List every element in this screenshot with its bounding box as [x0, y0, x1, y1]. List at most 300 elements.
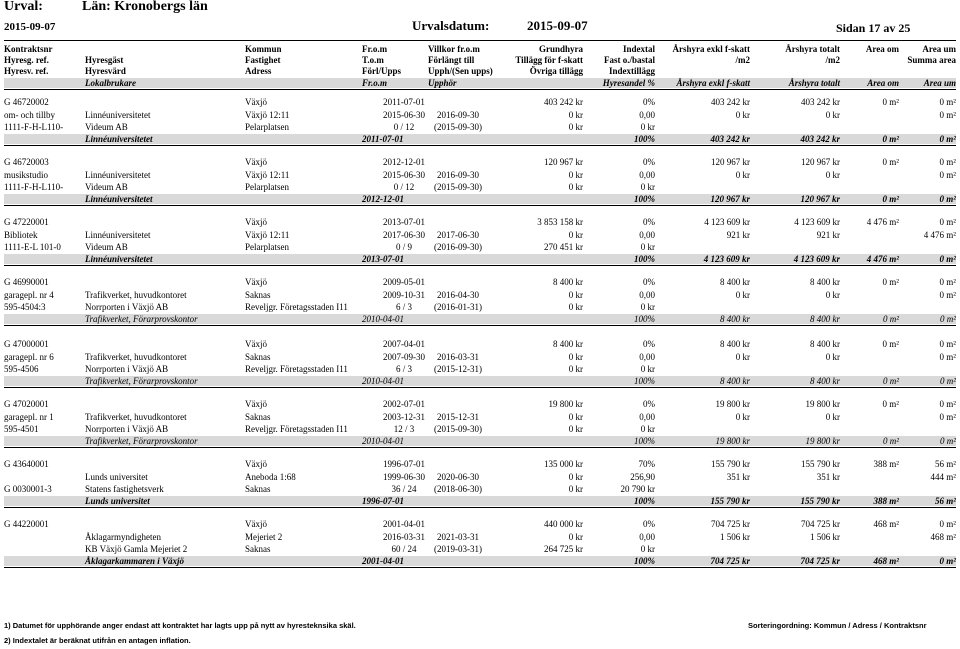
record-cell: 0 kr [568, 182, 583, 192]
record-cell: 270 451 kr [544, 242, 583, 252]
record-cell: G 47220001 [4, 217, 49, 227]
record-cell: G 44220001 [4, 519, 49, 529]
record-cell: Norrporten i Växjö AB [85, 424, 169, 434]
record-summary-cell: 100% [634, 436, 655, 446]
record-cell: 256,90 [630, 471, 655, 482]
record-cell: 0 kr [568, 302, 583, 312]
record-cell: 1 506 kr [720, 531, 750, 542]
record-summary-cell: 388 m² [873, 496, 899, 506]
record-cell: 4 476 m² [866, 217, 899, 227]
column-header-cell: Kontraktsnr [4, 44, 53, 54]
record-cell: 0% [643, 277, 655, 287]
record-cell: 0,00 [639, 531, 655, 542]
record-cell: 0 kr [568, 364, 583, 374]
column-subheader-cell: Area um [923, 78, 956, 88]
record-cell: 0 kr [568, 109, 583, 120]
record-summary-cell: 155 790 kr [800, 496, 840, 506]
page-number: Sidan 17 av 25 [836, 21, 911, 35]
record-cell: 6 / 3 [395, 302, 413, 312]
column-header-cell: Upph/(Sen upps) [428, 66, 493, 76]
record-cell: G 0030001-3 [4, 484, 52, 494]
record-cell: 0 kr [568, 229, 583, 240]
record-cell: (2015-12-31) [434, 364, 482, 374]
record-cell: 0 kr [640, 242, 655, 252]
record-cell: Växjö [245, 277, 267, 287]
record-cell: Åklagarmyndigheten [85, 531, 161, 542]
record-cell: 2015-12-31 [437, 411, 479, 422]
record-summary-cell: Linnéuniversitetet [85, 194, 153, 204]
record-cell: 0 kr [568, 169, 583, 180]
record-cell: 704 725 kr [801, 519, 840, 529]
record-cell: Reveljgr. Företagsstaden I11 [245, 364, 348, 374]
record-cell: garagepl. nr 4 [4, 289, 54, 300]
record-summary-cell: 8 400 kr [810, 314, 840, 324]
record-cell: (2016-01-31) [434, 302, 482, 312]
record-summary-cell: 0 m² [882, 194, 899, 204]
record-cell: 1999-06-30 [383, 471, 425, 482]
record-summary-cell: 0 m² [939, 254, 956, 264]
record-cell: 120 967 kr [711, 157, 750, 167]
record-cell: 0 m² [939, 519, 956, 529]
record-cell: 0 kr [825, 169, 840, 180]
record-cell: Trafikverket, huvudkontoret [85, 289, 187, 300]
record-summary-cell: 100% [634, 194, 655, 204]
record-cell: 0 m² [939, 157, 956, 167]
record-cell: 1 506 kr [810, 531, 840, 542]
record-cell: 0 kr [640, 302, 655, 312]
record-summary-cell: 8 400 kr [810, 376, 840, 386]
record-cell: 595-4506 [4, 364, 39, 374]
record-cell: 0 m² [939, 339, 956, 349]
record-cell: 60 / 24 [391, 544, 417, 554]
urvalsdatum-label: Urvalsdatum: [412, 18, 490, 33]
record-cell: 2020-06-30 [437, 471, 479, 482]
record-cell: 595-4501 [4, 424, 39, 434]
record-summary-cell: 120 967 kr [710, 194, 750, 204]
record-cell: (2016-09-30) [434, 242, 482, 252]
record-cell: Trafikverket, huvudkontoret [85, 411, 187, 422]
record-cell: Saknas [245, 411, 271, 422]
record-cell: Norrporten i Växjö AB [85, 302, 169, 312]
record-cell: 12 / 3 [393, 424, 415, 434]
record-cell: 0 m² [882, 339, 899, 349]
record-cell: 0 m² [939, 97, 956, 107]
record-cell: 440 000 kr [544, 519, 583, 529]
record-cell: 0 kr [735, 289, 750, 300]
record-cell: 595-4504:3 [4, 302, 46, 312]
record-cell: 0% [643, 217, 655, 227]
record-cell: Norrporten i Växjö AB [85, 364, 169, 374]
record-cell: 403 242 kr [544, 97, 583, 107]
record-summary-cell: 0 m² [939, 134, 956, 144]
record-cell: Växjö [245, 459, 267, 469]
record-summary-cell: 704 725 kr [710, 556, 750, 566]
record-cell: 0 kr [568, 122, 583, 132]
record-cell: 36 / 24 [391, 484, 417, 494]
record-cell: 8 400 kr [553, 339, 583, 349]
column-subheader-cell: Årshyra exkl f-skatt [676, 78, 750, 88]
column-header-cell: Förlängt till [428, 55, 475, 65]
record-rule [4, 205, 956, 206]
record-summary-cell: 100% [634, 376, 655, 386]
record-cell: Linnéuniversitetet [85, 109, 151, 120]
column-header-cell: Hyresvärd [85, 66, 126, 76]
column-header-cell: Tillägg för f-skatt [515, 55, 583, 65]
record-cell: 70% [638, 459, 655, 469]
record-cell: 2009-10-31 [383, 289, 425, 300]
record-cell: 8 400 kr [720, 339, 750, 349]
record-cell: 2016-09-30 [437, 109, 479, 120]
record-cell: 3 853 158 kr [537, 217, 583, 227]
record-cell: 264 725 kr [544, 544, 583, 554]
record-cell: Lunds universitet [85, 471, 148, 482]
record-summary-cell: 8 400 kr [720, 314, 750, 324]
record-cell: 2016-04-30 [437, 289, 479, 300]
record-cell: 351 kr [816, 471, 840, 482]
record-cell: 4 123 609 kr [704, 217, 750, 227]
record-summary-cell: 0 m² [883, 436, 899, 446]
column-subheader-cell: Årshyra totalt [788, 78, 840, 88]
record-cell: (2015-09-30) [434, 122, 482, 132]
record-cell: Växjö [245, 97, 267, 107]
record-cell: 444 m² [930, 471, 956, 482]
record-cell: G 46720003 [4, 157, 49, 167]
record-cell: (2015-09-30) [434, 182, 482, 192]
column-header-cell: Förl/Upps [362, 66, 402, 76]
subheader-rule [4, 89, 956, 90]
record-cell: 19 800 kr [805, 399, 840, 409]
record-summary-cell: 2013-07-01 [362, 254, 404, 264]
record-cell: 0% [643, 97, 655, 107]
record-cell: Videum AB [85, 122, 128, 132]
column-header-cell: Fastighet [245, 55, 281, 65]
record-cell: 921 kr [816, 229, 840, 240]
record-cell: 56 m² [935, 459, 956, 469]
record-cell: 135 000 kr [544, 459, 583, 469]
record-cell: 2002-07-01 [383, 399, 425, 409]
column-header-cell: /m2 [825, 55, 840, 65]
column-header-cell: Summa area [907, 55, 956, 65]
column-header-cell: Hyresv. ref. [4, 66, 49, 76]
record-cell: 0 kr [825, 109, 840, 120]
record-cell: 0,00 [639, 109, 655, 120]
record-summary-cell: 403 242 kr [710, 134, 750, 144]
record-cell: Pelarplatsen [245, 122, 289, 132]
record-cell: 2003-12-31 [383, 411, 425, 422]
record-summary-cell: 56 m² [935, 496, 956, 506]
urvalsdatum-value: 2015-09-07 [527, 18, 588, 33]
header-rule [4, 40, 956, 41]
record-cell: 0 kr [640, 424, 655, 434]
record-summary-cell: Linnéuniversitetet [85, 134, 153, 144]
record-rule [4, 447, 956, 448]
record-cell: (2015-09-30) [434, 424, 482, 434]
record-cell: 704 725 kr [711, 519, 750, 529]
record-summary-cell: 403 242 kr [800, 134, 840, 144]
record-cell: musikstudio [4, 169, 49, 180]
record-summary-cell: Linnéuniversitetet [85, 254, 153, 264]
record-cell: Videum AB [85, 182, 128, 192]
record-cell: 2001-04-01 [383, 519, 425, 529]
column-header-cell: Hyresgäst [85, 55, 124, 65]
record-rule [4, 145, 956, 146]
column-subheader-cell: Lokalbrukare [85, 78, 137, 88]
record-summary-cell: 2010-04-01 [362, 376, 404, 386]
record-cell: 0,00 [639, 351, 655, 362]
record-cell: 0 m² [939, 109, 956, 120]
record-cell: 0 / 12 [393, 122, 415, 132]
record-cell: Växjö 12:11 [245, 109, 290, 120]
record-cell: 0 kr [825, 351, 840, 362]
record-cell: Växjö [245, 339, 267, 349]
record-cell: 0% [643, 339, 655, 349]
record-cell: 0 kr [640, 122, 655, 132]
record-cell: Pelarplatsen [245, 242, 289, 252]
record-summary-cell: Trafikverket, Förarprovskontor [85, 314, 198, 324]
sort-order: Sorteringordning: Kommun / Adress / Kontraktsnr [748, 621, 927, 630]
record-cell: Reveljgr. Företagsstaden I11 [245, 424, 348, 434]
record-cell: 0 kr [825, 289, 840, 300]
record-cell: 0 m² [939, 351, 956, 362]
record-cell: 0 m² [882, 277, 899, 287]
record-cell: Mejeriet 2 [245, 531, 283, 542]
record-summary-cell: 0 m² [882, 134, 899, 144]
record-cell: Bibliotek [4, 229, 38, 240]
record-cell: 0 / 9 [395, 242, 413, 252]
record-cell: 120 967 kr [544, 157, 583, 167]
record-cell: 0,00 [639, 289, 655, 300]
record-cell: 0 kr [735, 411, 750, 422]
column-subheader-cell: Hyresandel % [602, 78, 655, 88]
column-header-cell: Indextal [622, 44, 655, 54]
record-cell: 19 800 kr [548, 399, 583, 409]
urval-label: Urval: [4, 0, 43, 14]
record-cell: 468 m² [873, 519, 899, 529]
record-summary-cell: Trafikverket, Förarprovskontor [85, 376, 198, 386]
record-cell: Statens fastighetsverk [85, 484, 164, 494]
record-cell: Växjö [245, 217, 267, 227]
record-cell: Saknas [245, 544, 271, 554]
record-cell: 0 m² [939, 217, 956, 227]
record-cell: Aneboda 1:68 [245, 471, 296, 482]
record-cell: 1111-F-H-L110- [4, 182, 64, 192]
record-summary-cell: 0 m² [940, 436, 956, 446]
column-header-cell: T.o.m [362, 55, 384, 65]
record-cell: Saknas [245, 351, 271, 362]
record-cell: 0 kr [568, 471, 583, 482]
record-cell: 0 kr [735, 351, 750, 362]
record-cell: 2009-05-01 [383, 277, 425, 287]
record-cell: 2021-03-31 [437, 531, 479, 542]
record-cell: 0% [643, 157, 655, 167]
record-summary-cell: 468 m² [873, 556, 899, 566]
record-rule [4, 507, 956, 508]
urval-value: Län: Kronobergs län [82, 0, 208, 14]
column-header-cell: Årshyra exkl f-skatt [672, 44, 750, 54]
record-cell: 468 m² [930, 531, 956, 542]
record-cell: 2007-04-01 [383, 339, 425, 349]
record-summary-cell: 0 m² [940, 314, 956, 324]
record-rule [4, 265, 956, 266]
record-cell: Videum AB [85, 242, 128, 252]
record-summary-cell: 100% [634, 134, 655, 144]
record-cell: 0 / 12 [393, 182, 415, 192]
record-summary-cell: 0 m² [939, 194, 956, 204]
record-cell: Linnéuniversitetet [85, 229, 151, 240]
record-summary-cell: 155 790 kr [710, 496, 750, 506]
record-cell: Växjö [245, 519, 267, 529]
record-cell: 1111-E-L 101-0 [4, 242, 61, 252]
record-rule [4, 387, 956, 388]
record-cell: 0 kr [735, 169, 750, 180]
record-cell: 19 800 kr [715, 399, 750, 409]
record-cell: 403 242 kr [801, 97, 840, 107]
record-summary-cell: 19 800 kr [715, 436, 750, 446]
record-cell: 4 123 609 kr [794, 217, 840, 227]
record-summary-cell: 1996-07-01 [362, 496, 404, 506]
record-cell: 2016-09-30 [437, 169, 479, 180]
record-cell: 2016-03-31 [437, 351, 479, 362]
record-cell: 8 400 kr [810, 277, 840, 287]
record-cell: Växjö [245, 399, 267, 409]
record-summary-cell: 100% [634, 254, 655, 264]
column-header-cell: Area um [922, 44, 956, 54]
record-cell: 0,00 [639, 411, 655, 422]
record-cell: 0 m² [882, 157, 899, 167]
record-cell: 1996-07-01 [383, 459, 425, 469]
record-cell: KB Växjö Gamla Mejeriet 2 [85, 544, 188, 554]
column-header-cell: Årshyra totalt [785, 44, 840, 54]
record-cell: Saknas [245, 289, 271, 300]
record-cell: 351 kr [726, 471, 750, 482]
record-cell: 1111-F-H-L110- [4, 122, 64, 132]
record-cell: 0 m² [939, 399, 956, 409]
footer-note-2: 2) Indextalet är beräknat utifrån en antagen inflation. [4, 636, 191, 645]
column-header-cell: Indextillägg [608, 66, 655, 76]
column-header-cell: Area om [865, 44, 899, 54]
record-cell: 2015-06-30 [383, 169, 425, 180]
record-cell: G 46990001 [4, 277, 49, 287]
record-cell: 0 kr [568, 484, 583, 494]
column-header-cell: Hyresg. ref. [4, 55, 49, 65]
record-summary-cell: 2010-04-01 [362, 314, 404, 324]
record-cell: 2015-06-30 [383, 109, 425, 120]
record-cell: Trafikverket, huvudkontoret [85, 351, 187, 362]
record-cell: Saknas [245, 484, 271, 494]
record-cell: 0 m² [939, 289, 956, 300]
record-summary-cell: 704 725 kr [800, 556, 840, 566]
record-cell: 0 m² [882, 97, 899, 107]
record-cell: 8 400 kr [720, 277, 750, 287]
record-cell: 8 400 kr [553, 277, 583, 287]
record-summary-cell: 2001-04-01 [362, 556, 404, 566]
column-header-cell: Fr.o.m [362, 44, 388, 54]
record-cell: 120 967 kr [801, 157, 840, 167]
record-cell: 0% [643, 399, 655, 409]
record-summary-cell: 120 967 kr [800, 194, 840, 204]
record-cell: 0 kr [640, 544, 655, 554]
record-cell: 2012-12-01 [383, 157, 425, 167]
record-summary-cell: 100% [634, 496, 655, 506]
record-cell: 0 kr [825, 411, 840, 422]
record-cell: 0 kr [640, 364, 655, 374]
record-summary-cell: 100% [634, 556, 655, 566]
record-cell: (2019-03-31) [434, 544, 482, 554]
record-summary-cell: 2010-04-01 [362, 436, 404, 446]
column-subheader-cell: Area om [867, 78, 899, 88]
record-cell: 2016-03-31 [383, 531, 425, 542]
column-subheader-cell: Fr.o.m [362, 78, 388, 88]
record-cell: Pelarplatsen [245, 182, 289, 192]
record-summary-cell: 0 m² [883, 314, 899, 324]
record-cell: 0 m² [882, 399, 899, 409]
record-summary-cell: 2012-12-01 [362, 194, 404, 204]
record-cell: G 43640001 [4, 459, 49, 469]
record-summary-cell: 0 m² [939, 556, 956, 566]
record-cell: 921 kr [726, 229, 750, 240]
record-cell: 2017-06-30 [437, 229, 479, 240]
record-cell: 0 kr [568, 289, 583, 300]
record-cell: G 47020001 [4, 399, 49, 409]
record-cell: 0% [643, 519, 655, 529]
column-header-cell: Övriga tillägg [529, 66, 583, 76]
record-cell: 0 kr [735, 109, 750, 120]
record-cell: (2018-06-30) [434, 484, 482, 494]
record-cell: 0 kr [568, 351, 583, 362]
record-cell: Växjö 12:11 [245, 229, 290, 240]
record-cell: 388 m² [873, 459, 899, 469]
record-cell: 8 400 kr [810, 339, 840, 349]
column-subheader-cell: Upphör [428, 78, 457, 88]
record-cell: Reveljgr. Företagsstaden I11 [245, 302, 348, 312]
record-cell: garagepl. nr 1 [4, 411, 54, 422]
record-rule [4, 567, 956, 568]
record-summary-cell: 4 123 609 kr [703, 254, 750, 264]
record-cell: 0 kr [640, 182, 655, 192]
record-summary-cell: 0 m² [883, 376, 899, 386]
record-summary-cell: 19 800 kr [805, 436, 840, 446]
record-cell: 4 476 m² [923, 229, 956, 240]
record-summary-cell: 100% [634, 314, 655, 324]
record-cell: 0,00 [639, 169, 655, 180]
record-cell: garagepl. nr 6 [4, 351, 54, 362]
record-cell: 2011-07-01 [383, 97, 425, 107]
record-cell: 0 m² [939, 277, 956, 287]
record-summary-cell: Trafikverket, Förarprovskontor [85, 436, 198, 446]
record-cell: 6 / 3 [395, 364, 413, 374]
record-cell: 0 kr [568, 411, 583, 422]
record-cell: G 46720002 [4, 97, 49, 107]
column-header-cell: Villkor fr.o.m [428, 44, 480, 54]
record-rule [4, 325, 956, 326]
record-cell: 0 m² [939, 411, 956, 422]
column-header-cell: Fast o./bastal [603, 55, 655, 65]
record-cell: Växjö 12:11 [245, 169, 290, 180]
record-cell: 155 790 kr [801, 459, 840, 469]
report-date: 2015-09-07 [4, 21, 56, 33]
footer-note-1: 1) Datumet för upphörande anger endast att kontraktet har lagts upp på nytt av hyresteknsika skäl. [4, 621, 356, 630]
record-cell: 2013-07-01 [383, 217, 425, 227]
record-cell: 2007-09-30 [383, 351, 425, 362]
record-summary-cell: 0 m² [940, 376, 956, 386]
record-cell: 155 790 kr [711, 459, 750, 469]
column-header-cell: Kommun [245, 44, 282, 54]
record-cell: 0 kr [568, 424, 583, 434]
record-cell: G 47000001 [4, 339, 49, 349]
record-cell: 0,00 [639, 229, 655, 240]
record-cell: 0 kr [568, 531, 583, 542]
column-header-cell: Adress [245, 66, 272, 76]
